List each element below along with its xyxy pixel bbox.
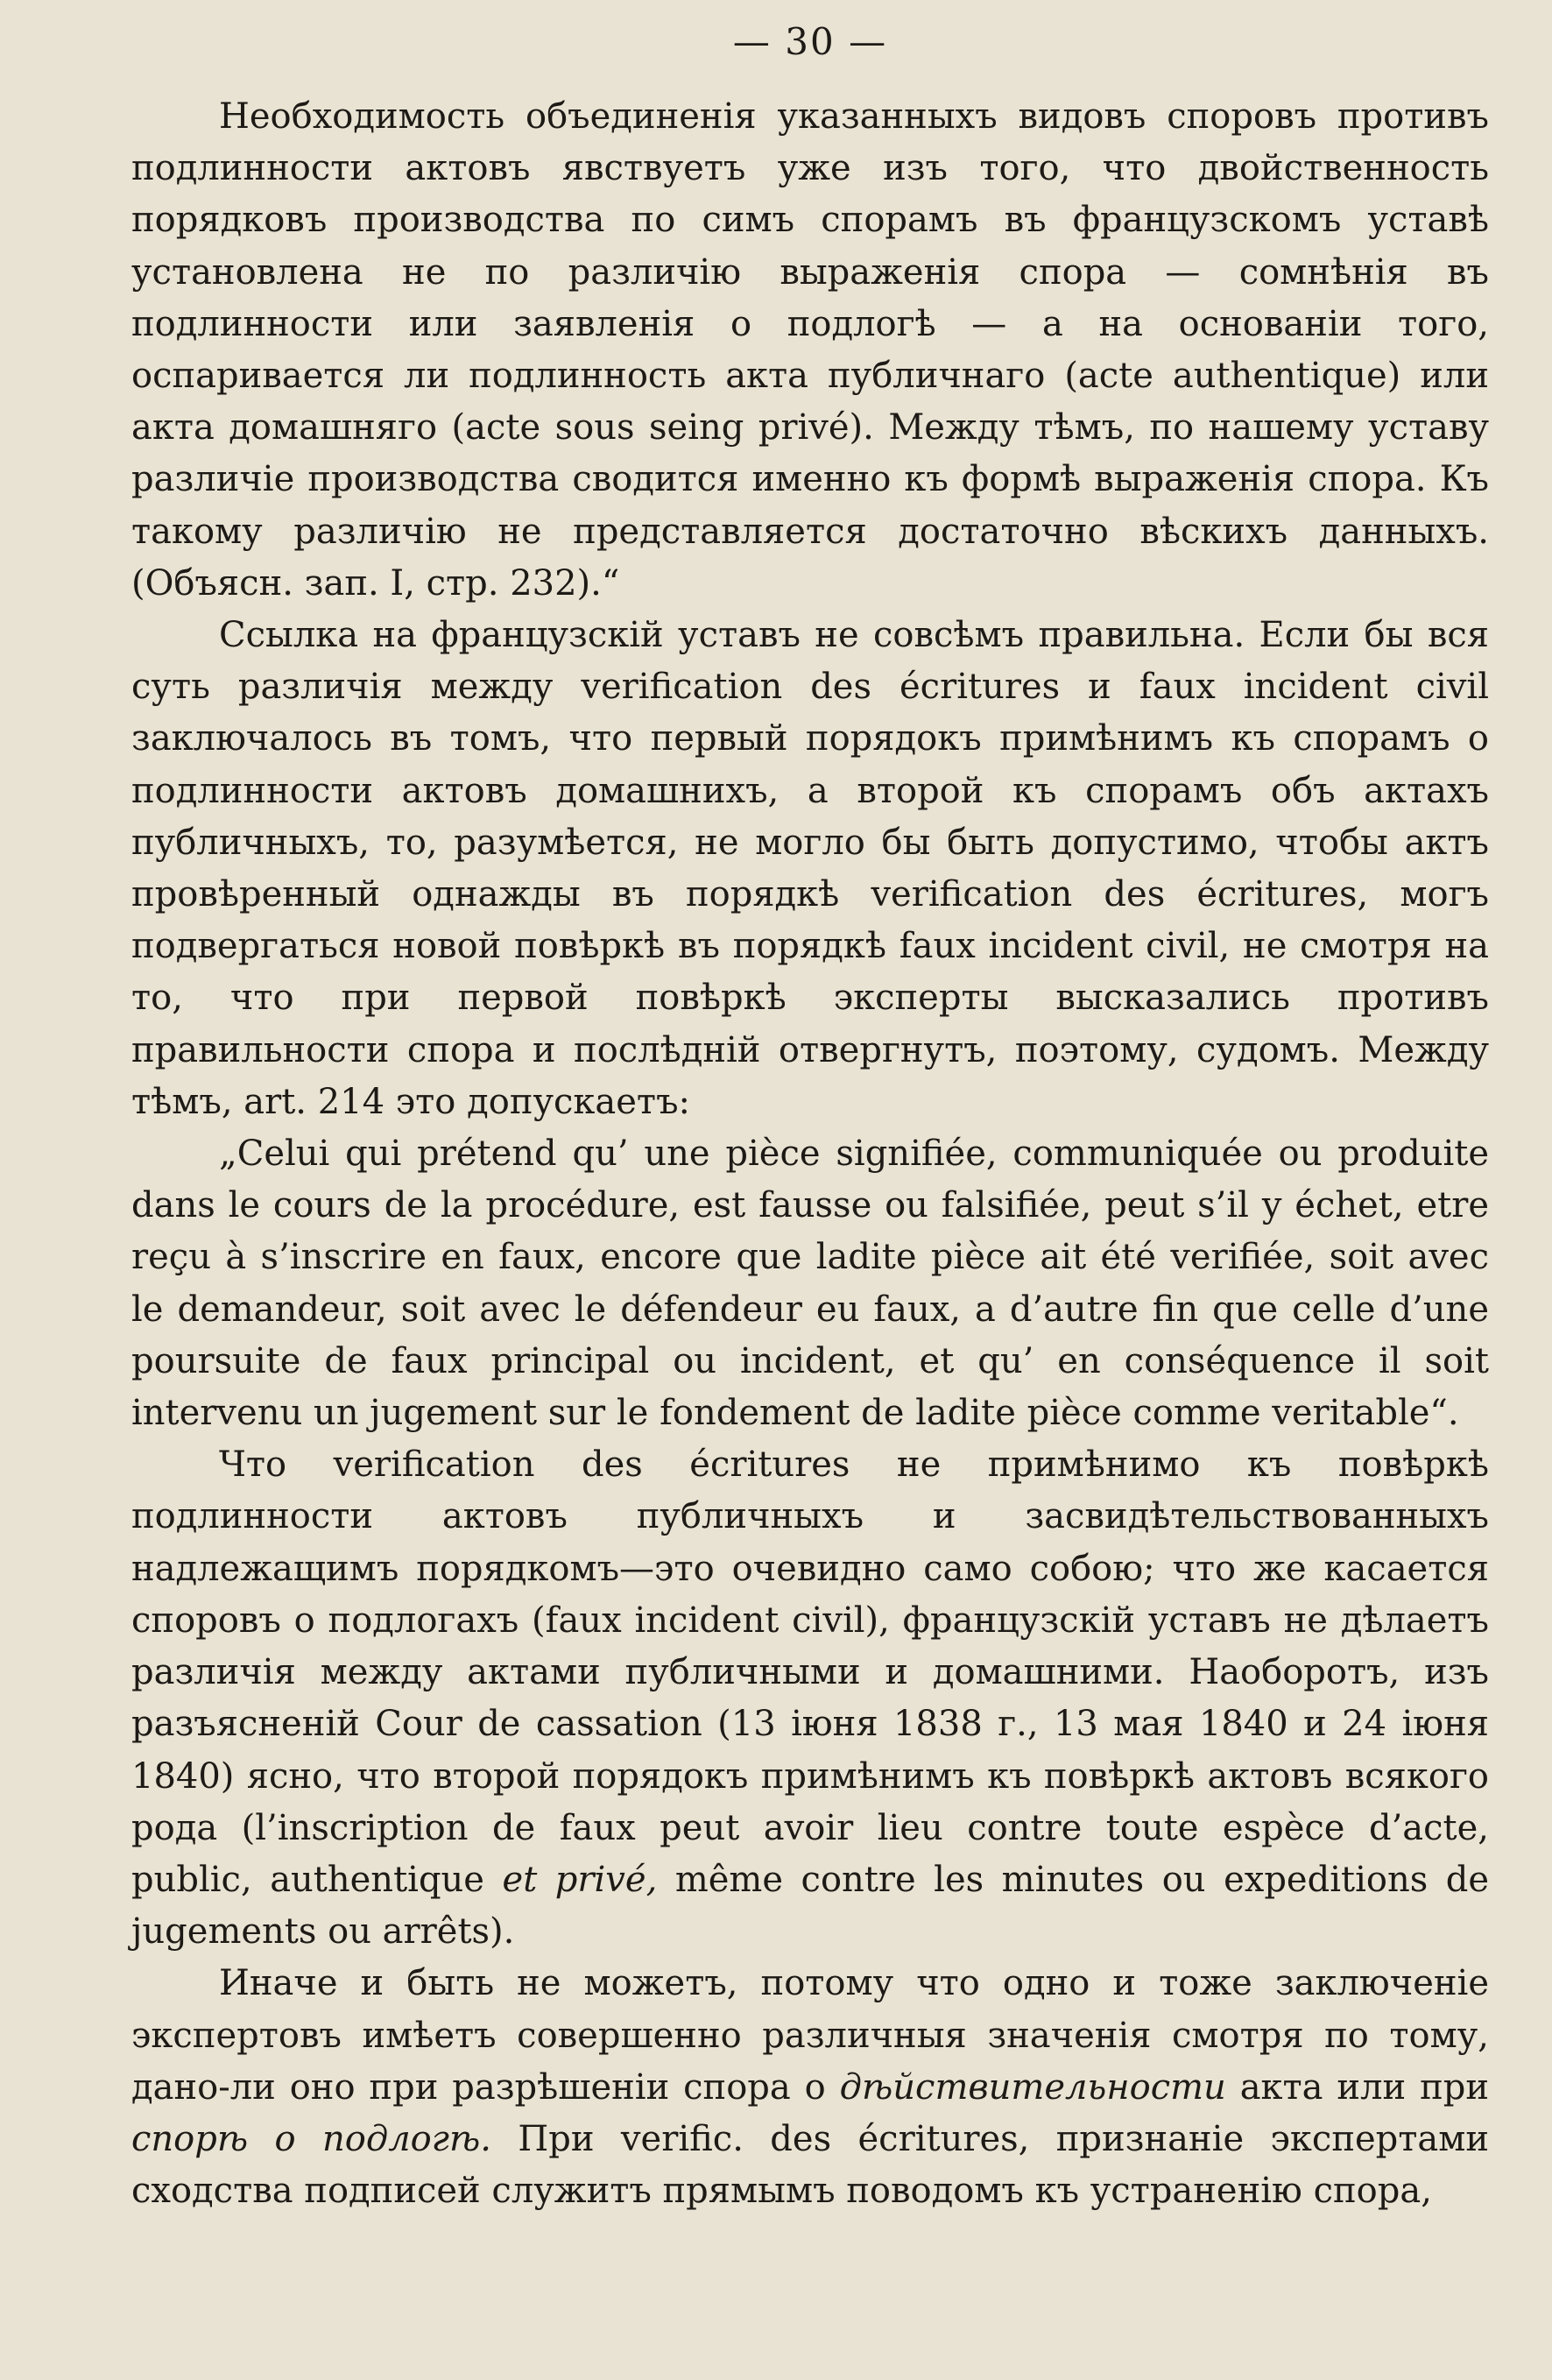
- french-quote: „Celui qui prétend qu’ une pièce signifiée, communiquée ou produite dans le cours de la procédure, est fausse ou falsifiée, peut s’il y échet, etre reçu à s’inscrire en faux, encore que ladite pièce ait été verifiée, soit avec le demandeur, soit avec le défendeur eu faux, a d’autre fin que celle d’une poursuite de faux principal ou incident, et qu’ en conséquence il soit intervenu un jugement sur le fondement de ladite pièce comme veritable“.: [131, 1134, 1489, 1434]
- paragraph-4: [131, 1439, 1489, 1958]
- paragraph-5-italic-b: спорѣ о подлогѣ.: [131, 2118, 491, 2159]
- paragraph-5-text-a: Иначе и быть не можетъ, потому что одно и тоже заключеніе экспертовъ имѣетъ совершенно различныя значенія смотря по тому, дано-ли оно при разрѣшеніи спора о: [131, 1963, 1489, 2108]
- paragraph-1: Необходимость объединенія указанныхъ видовъ споровъ противъ подлинности актовъ явствуетъ уже изъ того, что двойственность порядковъ производства по симъ спорамъ въ французскомъ уставѣ установлена не по различію выраженія спора — сомнѣнія въ подлинности или заявленія о подлогѣ — а на основаніи того, оспаривается ли подлинность акта публичнаго (acte authentique) или акта домашняго (acte sous seing privé). Между тѣмъ, по нашему уставу различіе производства сводится именно къ формѣ выраженія спора. Къ такому различію не представляется достаточно вѣскихъ данныхъ. (Объясн. зап. I, стр. 232).“: [131, 96, 1489, 604]
- paragraph-5-text-c: При verific. des écritures, признаніе экспертами сходства подписей служитъ прямымъ поводомъ къ устраненію спора,: [131, 2118, 1490, 2212]
- paragraph-2: Ссылка на французскій уставъ не совсѣмъ правильна. Если бы вся суть различія между verification des écritures и faux incident civil заключалось въ томъ, что первый порядокъ примѣнимъ къ спорамъ о подлинности актовъ домашнихъ, а второй къ спорамъ объ актахъ публичныхъ, то, разумѣется, не могло бы быть допустимо, чтобы актъ провѣренный однажды въ порядкѣ verification des écritures, могъ подвергаться новой повѣркѣ въ порядкѣ faux incident civil, не смотря на то, что при первой повѣркѣ эксперты высказались противъ правильности спора и послѣдній отвергнутъ, поэтому, судомъ. Между тѣмъ, art. 214 это допускаетъ:: [131, 615, 1489, 1122]
- paragraph-4-text: Что verification des écritures не примѣнимо къ повѣркѣ подлинности актовъ публичныхъ и засвидѣтельствованныхъ надлежащимъ порядкомъ—это очевидно само собою; что же касается споровъ о подлогахъ (faux incident civil), французскій уставъ не дѣлаетъ различія между актами публичными и домашними. Наоборотъ, изъ разъясненій Cour de cassation (13 іюня 1838 г., 13 мая 1840 и 24 іюня 1840) ясно, что второй порядокъ примѣнимъ къ повѣркѣ актовъ всякого рода (l’inscription de faux peut avoir lieu contre toute espèce d’acte, public, authentique: [131, 1444, 1489, 1900]
- page-number: — 30 —: [732, 20, 888, 63]
- paragraph-4-end: même contre les minutes ou expeditions de jugements ou arrêts).: [131, 1859, 1490, 1953]
- paragraph-5-italic-a: дѣйствительности: [839, 2066, 1226, 2108]
- paragraph-5: [131, 1958, 1489, 2217]
- paragraph-5-text-b: акта или при: [1239, 2066, 1489, 2108]
- paragraph-4-italic: et privé,: [502, 1859, 658, 1900]
